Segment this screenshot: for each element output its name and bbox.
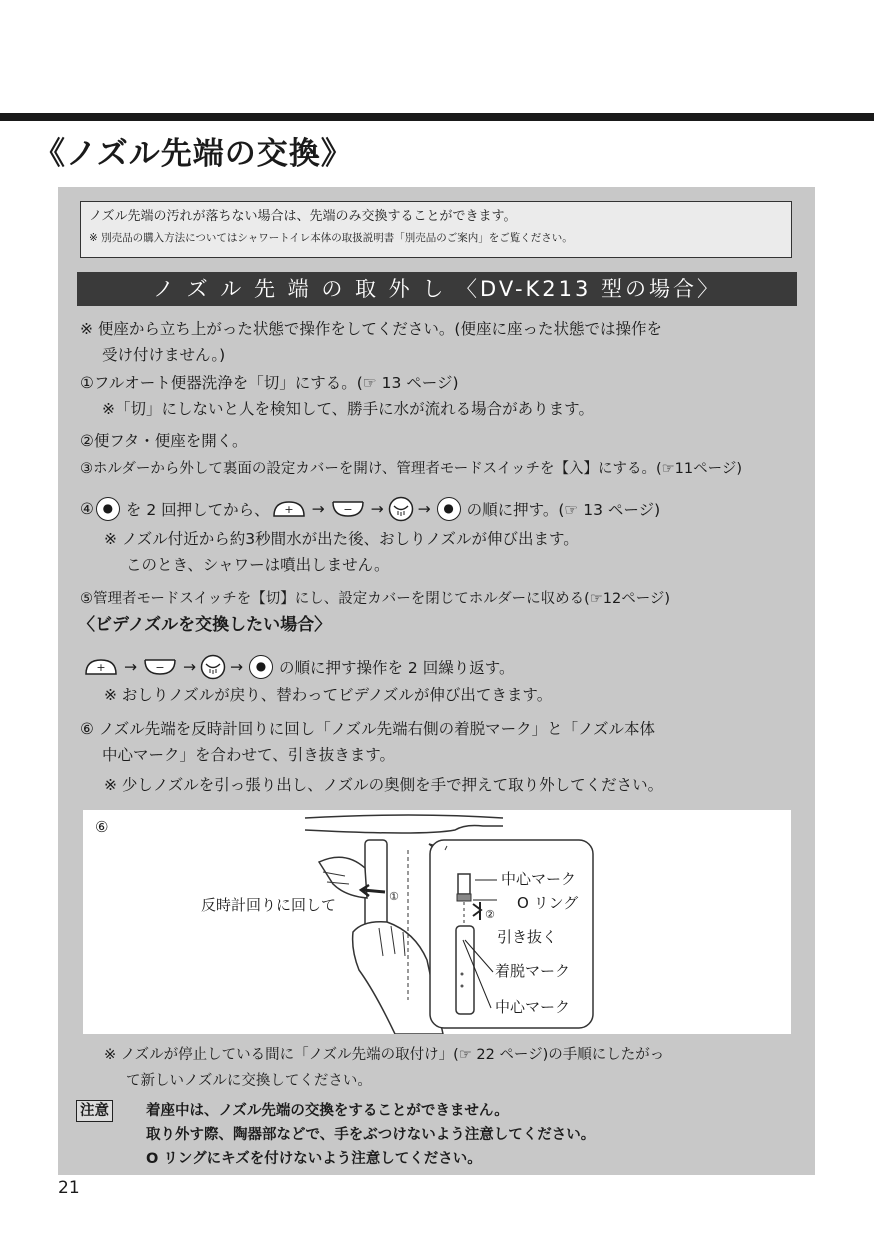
notice-line-2: ※ 別売品の購入方法についてはシャワートイレ本体の取扱説明書「別売品のご案内」をご覧ください。: [89, 232, 573, 244]
nozzle-illustration: [83, 810, 791, 1034]
arrow: →: [230, 658, 243, 676]
bidet-button-icon: [388, 496, 414, 522]
nozzle-removal-figure: [83, 810, 791, 1034]
center-mark-top-label: 中心マーク: [501, 870, 577, 888]
step-5: ⑤管理者モードスイッチを【切】にし、設定カバーを閉じてホルダーに収める(☞12ページ): [80, 591, 671, 607]
notice-box: [80, 201, 792, 258]
arrow: →: [417, 500, 431, 518]
step-4-note-1: ※ ノズル付近から約3秒間水が出た後、おしりノズルが伸び出ます。: [104, 530, 579, 548]
step-4-sequence: [80, 496, 660, 522]
caution-badge: 注意: [76, 1100, 113, 1122]
svg-text:−: −: [343, 503, 353, 516]
bidet-sequence: [82, 654, 514, 680]
svg-text:+: +: [96, 661, 106, 674]
stop-button-icon: ●: [249, 655, 273, 679]
center-mark-bottom-label: 中心マーク: [495, 998, 571, 1016]
svg-text:+: +: [284, 503, 294, 516]
bidet-end: の順に押す操作を 2 回繰り返す。: [279, 659, 515, 677]
o-ring-label: O リング: [517, 894, 579, 912]
svg-text:−: −: [155, 661, 165, 674]
minus-button-icon: [331, 500, 365, 518]
note-standing-2: 受け付けません。): [102, 346, 226, 364]
arrow: →: [124, 658, 137, 676]
step-4-note-2: このとき、シャワーは噴出しません。: [126, 556, 390, 574]
step-6-line-2: 中心マーク」を合わせて、引き抜きます。: [102, 746, 395, 764]
step-4-number: ④: [80, 500, 94, 518]
pull-out-label: 引き抜く: [497, 928, 558, 946]
minus-button-icon: [143, 658, 177, 676]
bidet-heading: 〈ビデノズルを交換したい場合〉: [78, 615, 332, 635]
top-rule: [0, 113, 874, 121]
step-4-press-twice: を 2 回押してから、: [125, 501, 270, 519]
notice-line-1: ノズル先端の汚れが落ちない場合は、先端のみ交換することができます。: [89, 209, 517, 224]
step-6-note: ※ 少しノズルを引っ張り出し、ノズルの奥側を手で押えて取り外してください。: [104, 776, 664, 794]
after-figure-note-1: ※ ノズルが停止している間に「ノズル先端の取付け」(☞ 22 ページ)の手順にしたがっ: [104, 1047, 665, 1063]
plus-button-icon: [84, 658, 118, 676]
bidet-button-icon: [200, 654, 226, 680]
page-title: 《ノズル先端の交換》: [34, 136, 353, 172]
stop-button-icon: ●: [437, 497, 461, 521]
marker-2: ②: [485, 908, 495, 921]
plus-button-icon: [272, 500, 306, 518]
caution-line-3: O リングにキズを付けないよう注意してください。: [146, 1151, 482, 1167]
page-number: 21: [58, 1178, 80, 1198]
arrow: →: [311, 500, 325, 518]
step-3: ③ホルダーから外して裏面の設定カバーを開け、管理者モードスイッチを【入】にする。(☞11ページ): [80, 461, 743, 477]
section-heading: ノ ズ ル 先 端 の 取 外 し 〈DV-K213 型の場合〉: [77, 272, 797, 306]
step-2: ②便フタ・便座を開く。: [80, 432, 248, 450]
caution-line-1: 着座中は、ノズル先端の交換をすることができません。: [146, 1103, 509, 1119]
step-4-end: の順に押す。(☞ 13 ページ): [466, 501, 661, 519]
arrow: →: [183, 658, 196, 676]
figure-number: ⑥: [95, 818, 109, 836]
step-1-note: ※「切」にしないと人を検知して、勝手に水が流れる場合があります。: [102, 400, 594, 418]
stop-button-icon: ●: [96, 497, 120, 521]
note-standing-1: ※ 便座から立ち上がった状態で操作をしてください。(便座に座った状態では操作を: [80, 320, 662, 338]
marker-1: ①: [389, 890, 399, 903]
caution-line-2: 取り外す際、陶器部などで、手をぶつけないよう注意してください。: [146, 1127, 596, 1143]
step-6-line-1: ⑥ ノズル先端を反時計回りに回し「ノズル先端右側の着脱マーク」と「ノズル本体: [80, 720, 655, 738]
step-1: ①フルオート便器洗浄を「切」にする。(☞ 13 ページ): [80, 374, 459, 392]
arrow: →: [370, 500, 384, 518]
rotate-label: 反時計回りに回して: [201, 896, 337, 914]
attach-mark-label: 着脱マーク: [495, 962, 571, 980]
after-figure-note-2: て新しいノズルに交換してください。: [126, 1073, 372, 1089]
bidet-note: ※ おしりノズルが戻り、替わってビデノズルが伸び出てきます。: [104, 686, 553, 704]
